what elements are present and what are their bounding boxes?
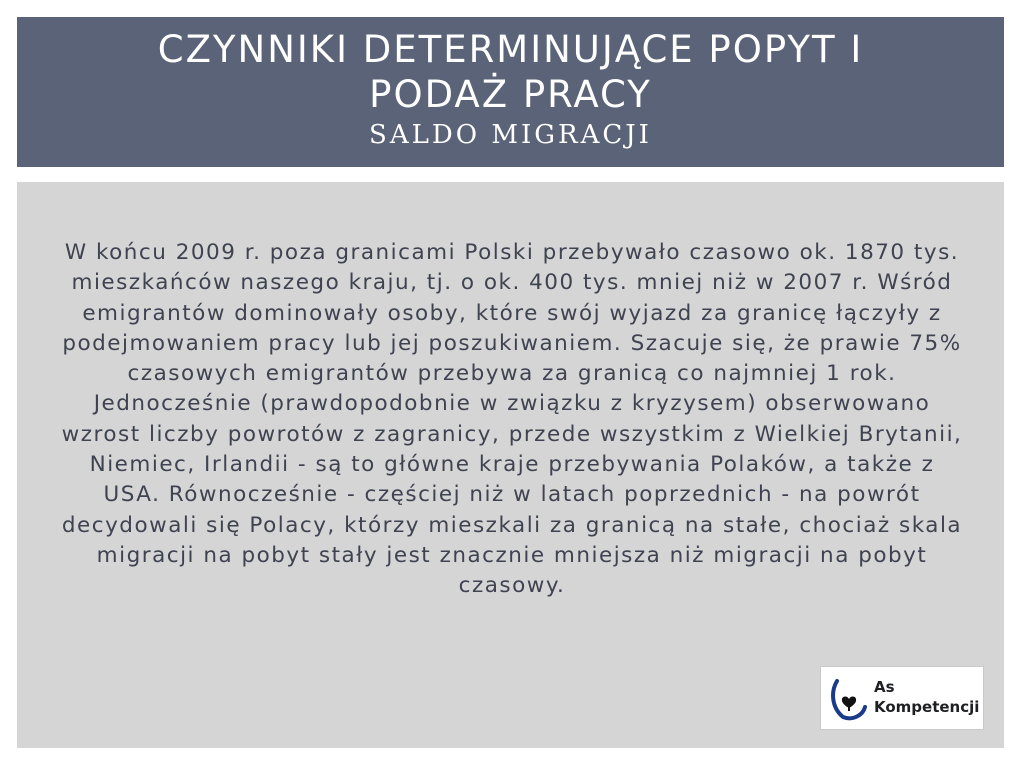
logo-text — [874, 677, 979, 717]
logo-line-2: Kompetencji — [874, 698, 980, 716]
as-kompetencji-logo — [820, 666, 984, 730]
as-kompetencji-logo-icon — [829, 677, 869, 721]
slide-title: CZYNNIKI DETERMINUJĄCE POPYT I PODAŻ PRACY — [157, 28, 864, 116]
body-paragraph: W końcu 2009 r. poza granicami Polski przebywało czasowo ok. 1870 tys. mieszkańców naszego kraju, tj. o ok. 400 tys. mniej niż w 2007 r. Wśród emigrantów dominowały osoby, które swój wyjazd za granicę łączyły z podejmowaniem pracy lub jej poszukiwaniem. Szacuje się, że prawie 75% czasowych emigrantów przebywa za granicą co najmniej 1 rok. Jednocześnie (prawdopodobnie w związku z kryzysem) obserwowano wzrost liczby powrotów z zagranicy, przede wszystkim z Wielkiej Brytanii, Niemiec, Irlandii - są to główne kraje przebywania Polaków, a także z USA. Równocześnie - częściej niż w latach poprzednich - na powrót decydowali się Polacy, którzy mieszkali za granicą na stałe, chociaż skala migracji na pobyt stały jest znacznie mniejsza niż migracji na pobyt czasowy. — [61, 240, 963, 599]
title-band — [17, 17, 1004, 167]
logo-line-1: As — [874, 678, 895, 696]
slide-subtitle: SALDO MIGRACJI — [369, 120, 652, 150]
content-panel — [17, 182, 1004, 748]
